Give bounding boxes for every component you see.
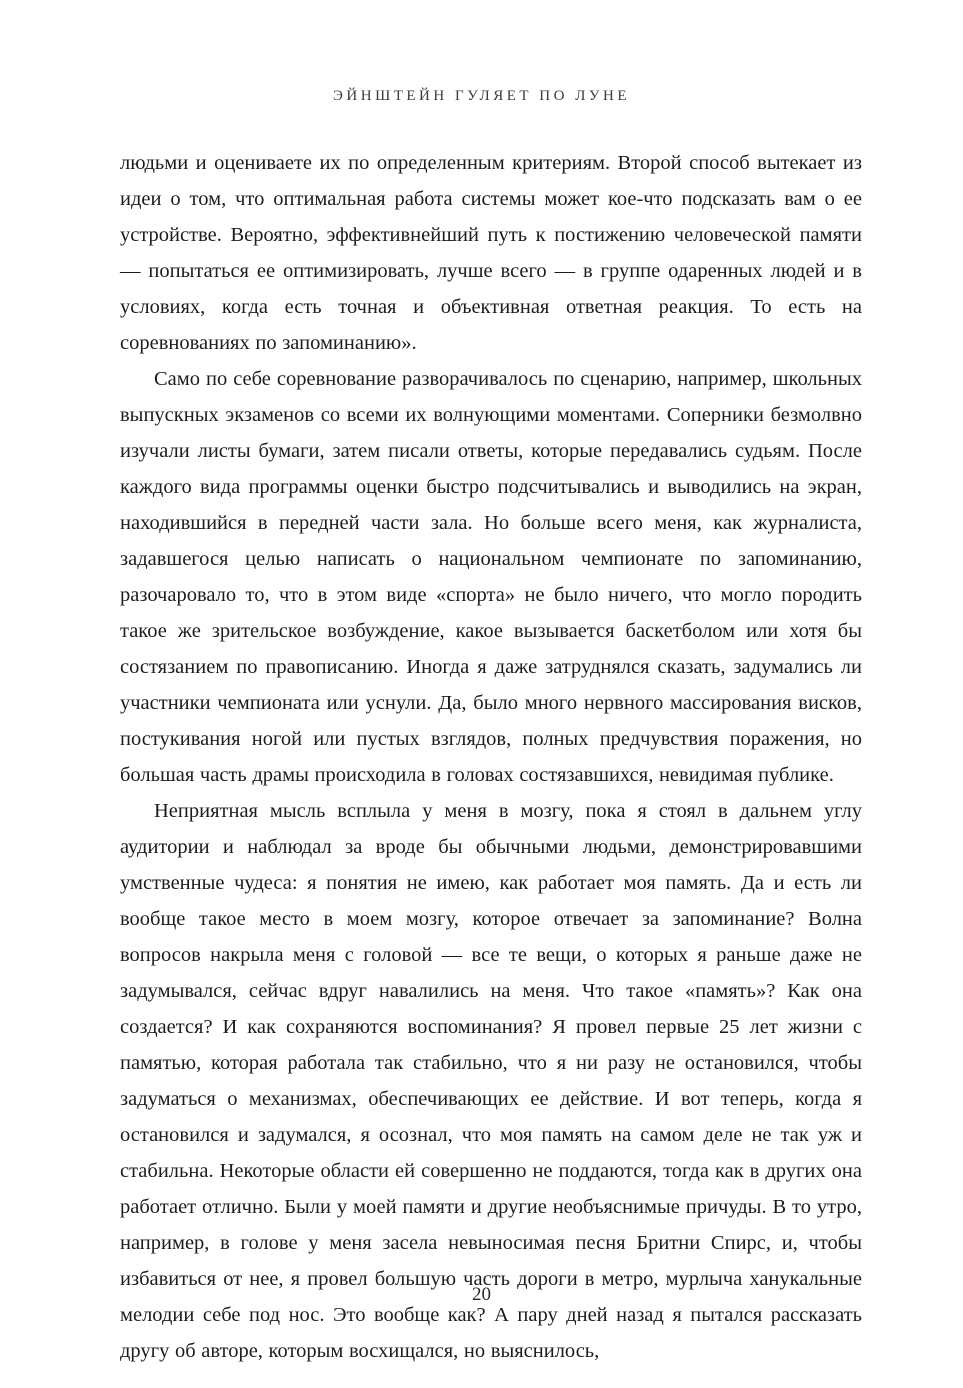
running-header: ЭЙНШТЕЙН ГУЛЯЕТ ПО ЛУНЕ [333, 88, 630, 104]
paragraph: Само по себе соревнование разворачивалось по сценарию, например, школьных выпускных экзаменов со всеми их волнующими моментами. Соперники безмолвно изучали листы бумаги, затем писали ответы, которые передавались судьям. После каждого вида программы оценки быстро подсчитывались и выводились на экран, находившийся в передней части зала. Но больше всего меня, как журналиста, задавшегося целью написать о национальном чемпионате по запоминанию, разочаровало то, что в этом виде «спорта» не было ничего, что могло породить такое же зрительское возбуждение, какое вызывается баскетболом или хотя бы состязанием по правописанию. Иногда я даже затруднялся сказать, задумались ли участники чемпионата или уснули. Да, было много нервного массирования висков, постукивания ногой или пустых взглядов, полных предчувствия поражения, но большая часть драмы происходила в головах состязавшихся, невидимая публике. [120, 368, 862, 786]
page-number: 20 [472, 1284, 491, 1305]
paragraph: людьми и оцениваете их по определенным критериям. Второй способ вытекает из идеи о том, что оптимальная работа системы может кое-что подсказать вам о ее устройстве. Вероятно, эффективнейший путь к постижению человеческой памяти — попытаться ее оптимизировать, лучше всего — в группе одаренных людей и в условиях, когда есть точная и объективная ответная реакция. То есть на соревнованиях по запоминанию». [120, 152, 862, 354]
body-text [120, 145, 862, 1369]
paragraph: Неприятная мысль всплыла у меня в мозгу, пока я стоял в дальнем углу аудитории и наблюдал за вроде бы обычными людьми, демонстрировавшими умственные чудеса: я понятия не имею, как работает моя память. Да и есть ли вообще такое место в моем мозгу, которое отвечает за запоминание? Волна вопросов накрыла меня с головой — все те вещи, о которых я раньше даже не задумывался, сейчас вдруг навалились на меня. Что такое «память»? Как она создается? И как сохраняются воспоминания? Я провел первые 25 лет жизни с памятью, которая работала так стабильно, что я ни разу не остановился, чтобы задуматься о механизмах, обеспечивающих ее действие. И вот теперь, когда я остановился и задумался, я осознал, что моя память на самом деле не так уж и стабильна. Некоторые области ей совершенно не поддаются, тогда как в других она работает отлично. Были у моей памяти и другие необъяснимые причуды. В то утро, например, в голове у меня засела невыносимая песня Бритни Спирс, и, чтобы избавиться от нее, я провел большую часть дороги в метро, мурлыча ханукальные мелодии себе под нос. Это вообще как? А пару дней назад я пытался рассказать другу об авторе, которым восхищался, но выяснилось, [120, 800, 862, 1362]
